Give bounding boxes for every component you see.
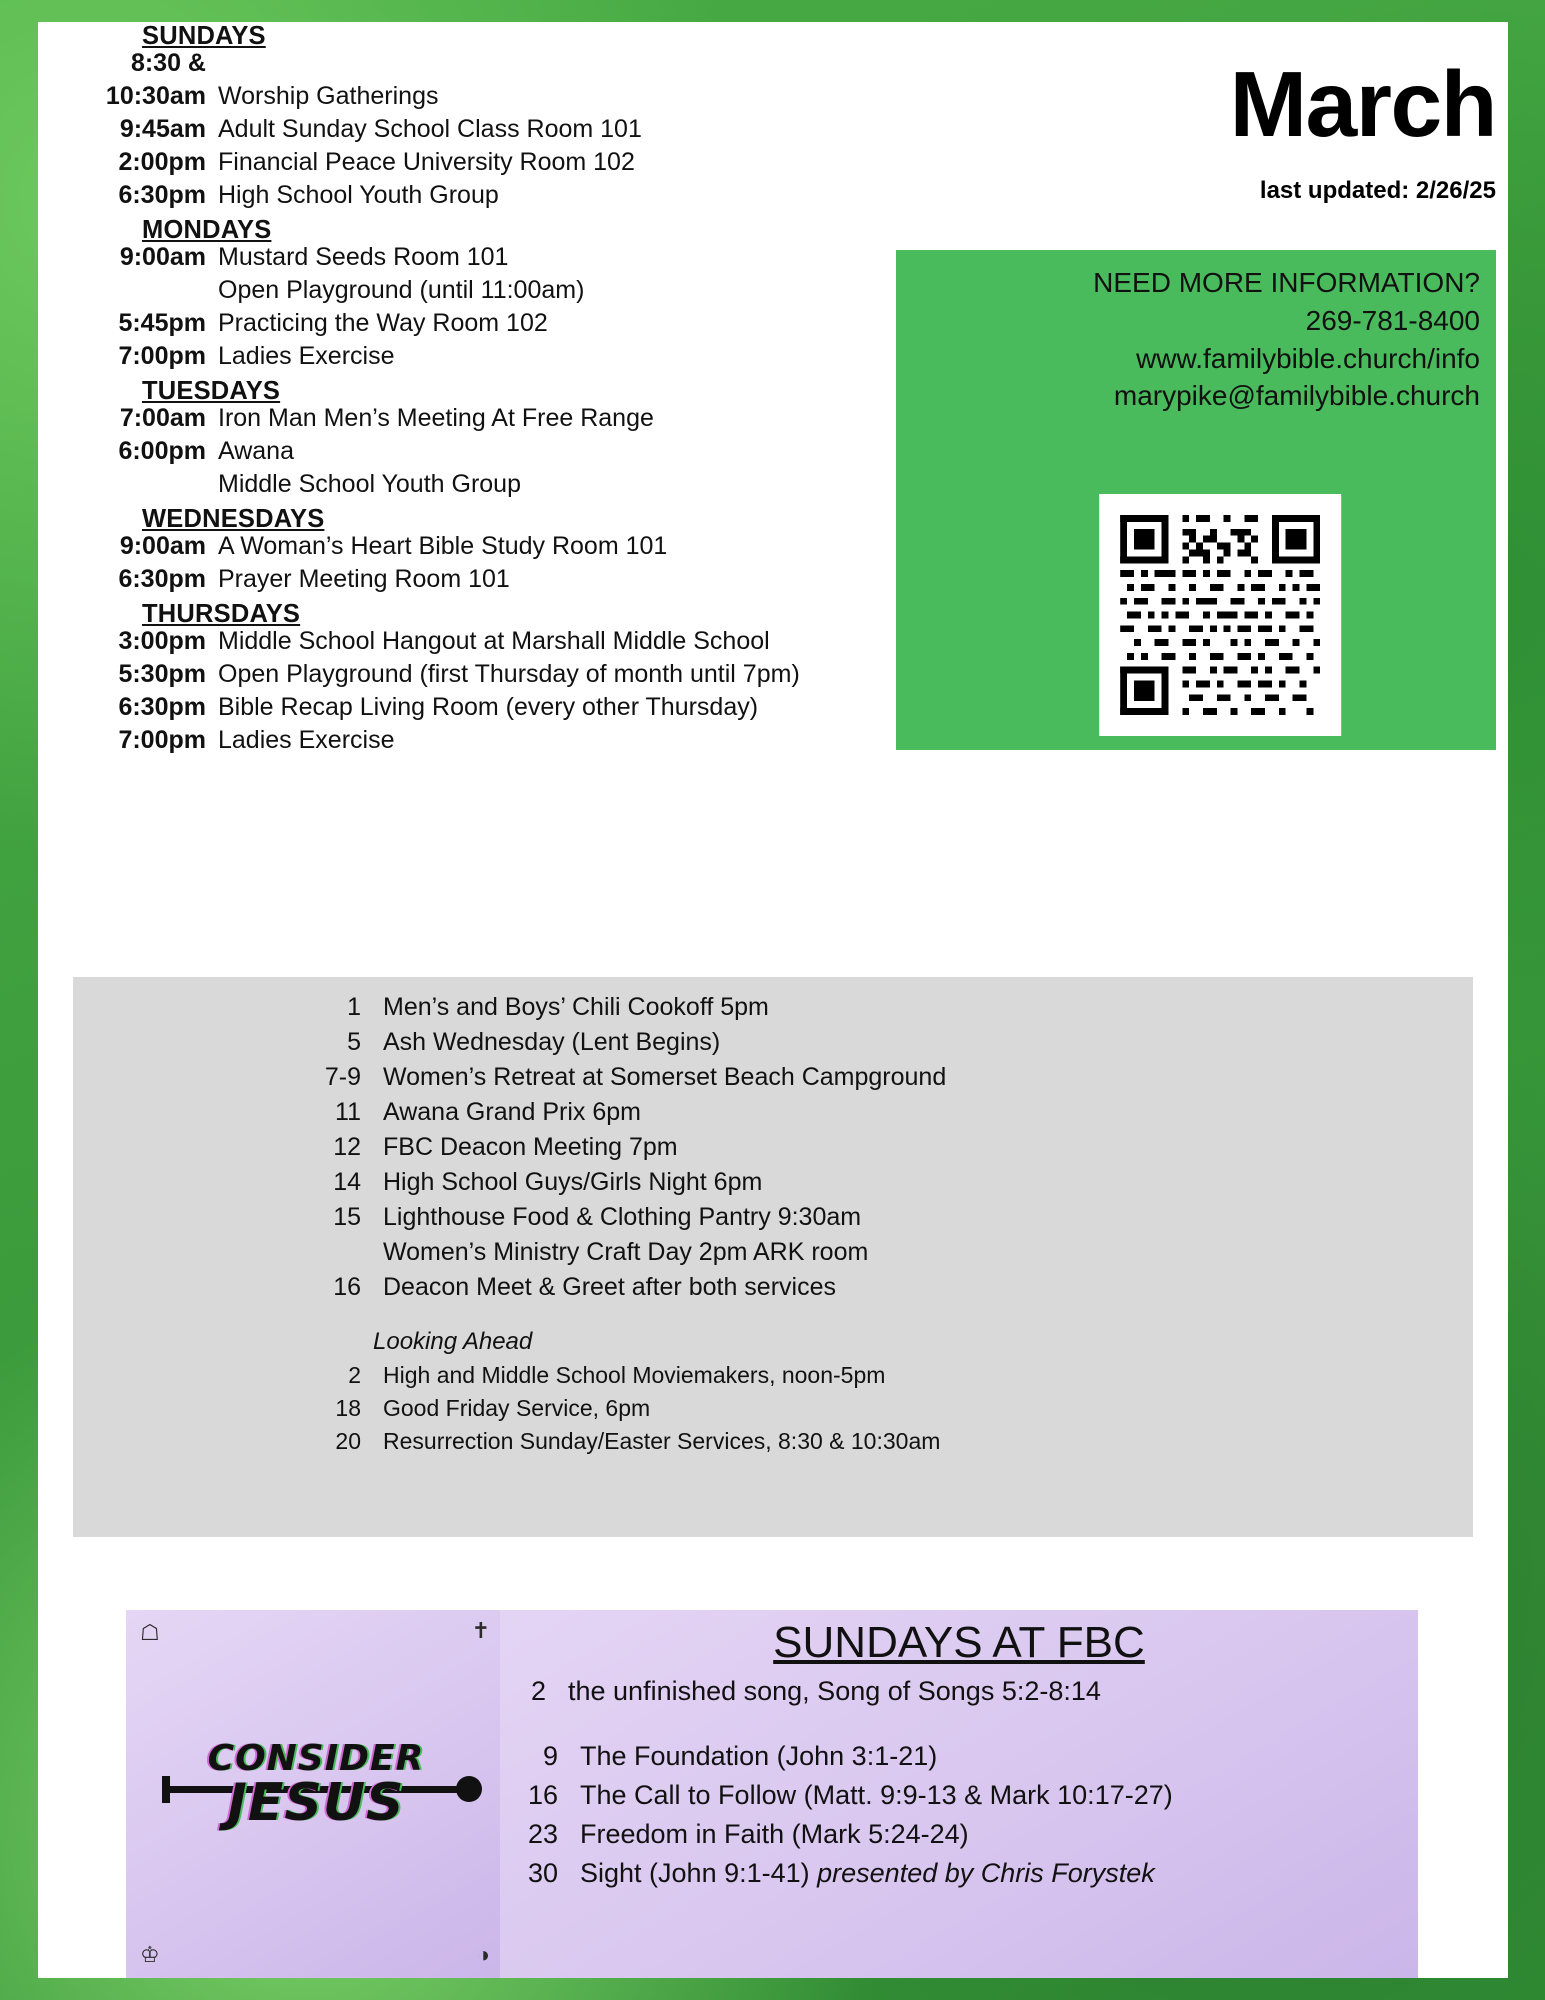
schedule-time: 5:45pm [118,309,206,337]
schedule-row [38,278,958,303]
sunday-presenter: presented by Chris Forystek [817,1858,1155,1888]
event-text: Women’s Retreat at Somerset Beach Campground [383,1063,947,1091]
event-text: Men’s and Boys’ Chili Cookoff 5pm [383,993,769,1021]
schedule-time: 7:00am [119,404,206,432]
looking-ahead-text: Good Friday Service, 6pm [383,1395,651,1421]
sunday-row [500,1858,1418,1889]
sundays-at-fbc-panel [500,1610,1418,1978]
weekly-schedule [38,22,958,761]
house-icon: ☖ [140,1620,160,1645]
schedule-time: 9:00am [119,532,206,560]
schedule-description: Middle School Hangout at Marshall Middle School [218,627,770,655]
logo-line-1: CONSIDER [207,1738,425,1779]
event-date: 14 [333,1168,361,1196]
schedule-description: High School Youth Group [218,181,499,209]
schedule-row [38,534,958,559]
day-heading: TUESDAYS [142,377,281,405]
sunday-text: The Foundation (John 3:1-21) [580,1741,938,1771]
sundays-title: SUNDAYS AT FBC [773,1618,1145,1667]
qr-code-icon[interactable] [1099,494,1341,736]
sunday-date: 9 [542,1741,558,1771]
schedule-row [38,150,958,175]
event-date: 16 [333,1273,361,1301]
schedule-row [38,84,958,109]
event-date: 11 [335,1098,361,1126]
day-heading: SUNDAYS [142,22,266,50]
info-website[interactable]: www.familybible.church/info [1136,342,1480,374]
looking-ahead-label: Looking Ahead [373,1328,533,1355]
info-box [896,250,1496,750]
sunday-spacer [500,1707,1418,1733]
event-row [73,1238,1473,1267]
schedule-time: 5:30pm [118,660,206,688]
schedule-row [38,472,958,497]
schedule-description: Prayer Meeting Room 101 [218,565,510,593]
schedule-description: Worship Gatherings [218,82,439,110]
schedule-time: 7:00pm [118,342,206,370]
schedule-time: 9:00am [119,243,206,271]
sunday-row [500,1819,1418,1850]
event-text: Ash Wednesday (Lent Begins) [383,1028,721,1056]
schedule-time: 7:00pm [118,726,206,754]
sunday-date: 23 [527,1819,558,1849]
sunday-text: Freedom in Faith (Mark 5:24-24) [580,1819,969,1849]
schedule-time: 6:30pm [118,181,206,209]
event-text: Women’s Ministry Craft Day 2pm ARK room [383,1238,869,1266]
schedule-description: Financial Peace University Room 102 [218,148,635,176]
schedule-time: 10:30am [105,82,206,110]
sunday-row [500,1780,1418,1811]
schedule-description: Mustard Seeds Room 101 [218,243,509,271]
schedule-row [38,51,958,76]
schedule-description: Ladies Exercise [218,342,395,370]
event-row [73,1133,1473,1162]
schedule-row [38,728,958,753]
looking-ahead-row [73,1362,1473,1389]
event-row [73,1098,1473,1127]
event-text: FBC Deacon Meeting 7pm [383,1133,678,1161]
event-row [73,1028,1473,1057]
sunday-text: the unfinished song, Song of Songs 5:2-8:14 [568,1676,1101,1706]
event-date: 5 [347,1028,361,1056]
day-heading: WEDNESDAYS [142,505,325,533]
schedule-description: Awana [218,437,294,465]
monthly-events [73,977,1473,1537]
schedule-description: Practicing the Way Room 102 [218,309,548,337]
schedule-row [38,695,958,720]
sunday-row [500,1676,1418,1707]
looking-ahead-row [73,1395,1473,1422]
qr-code-svg [1120,515,1320,715]
info-heading: NEED MORE INFORMATION? [1093,267,1480,298]
event-text: Lighthouse Food & Clothing Pantry 9:30am [383,1203,862,1231]
schedule-time: 3:00pm [118,627,206,655]
event-row [73,993,1473,1022]
schedule-row [38,406,958,431]
schedule-description: Iron Man Men’s Meeting At Free Range [218,404,654,432]
schedule-time: 6:00pm [118,437,206,465]
info-email[interactable]: marypike@familybible.church [1113,380,1480,412]
schedule-row [38,311,958,336]
schedule-description: Bible Recap Living Room (every other Thursday) [218,693,759,721]
sunday-text: The Call to Follow (Matt. 9:9-13 & Mark 10:17-27) [580,1780,1173,1810]
event-row [73,1203,1473,1232]
schedule-time: 6:30pm [118,693,206,721]
looking-ahead-text: High and Middle School Moviemakers, noon-5pm [383,1362,886,1388]
sunday-row [500,1741,1418,1772]
schedule-row [38,662,958,687]
schedule-description: Open Playground (first Thursday of month until 7pm) [218,660,800,688]
schedule-row [38,245,958,270]
schedule-row [38,344,958,369]
event-row [73,1168,1473,1197]
schedule-row [38,439,958,464]
sundays-list [500,1676,1418,1889]
day-heading: THURSDAYS [142,600,301,628]
event-date: 12 [333,1133,361,1161]
schedule-description: Middle School Youth Group [218,470,521,498]
event-date: 1 [347,993,361,1021]
schedule-row [38,567,958,592]
looking-ahead-text: Resurrection Sunday/Easter Services, 8:30 & 10:30am [383,1428,941,1454]
looking-ahead-date: 2 [348,1362,361,1388]
schedule-description: Adult Sunday School Class Room 101 [218,115,642,143]
event-date: 15 [333,1203,361,1231]
flyer-page [38,22,1508,1978]
event-row [73,1273,1473,1302]
sunday-date: 16 [527,1780,558,1810]
schedule-time: 2:00pm [118,148,206,176]
event-text: Deacon Meet & Greet after both services [383,1273,836,1301]
event-date: 7-9 [324,1063,361,1091]
last-updated-label: last updated: 2/26/25 [1259,177,1496,204]
schedule-row [38,117,958,142]
cross-icon: ✝ [471,1618,490,1643]
consider-jesus-panel [126,1610,506,1978]
sunday-date: 2 [530,1676,546,1706]
event-row [73,1063,1473,1092]
schedule-time: 8:30 & [130,49,206,77]
crown-icon: ♔ [140,1942,160,1967]
schedule-row [38,183,958,208]
schedule-row [38,629,958,654]
looking-ahead-date: 20 [335,1428,361,1454]
page-title: March [1229,52,1496,156]
looking-ahead-row [73,1428,1473,1455]
looking-ahead-date: 18 [335,1395,361,1421]
schedule-description: Ladies Exercise [218,726,395,754]
sunday-date: 30 [527,1858,558,1888]
info-phone: 269-781-8400 [1305,304,1480,336]
consider-jesus-logo [126,1738,506,1833]
logo-line-2: JESUS [227,1773,405,1833]
schedule-time: 6:30pm [118,565,206,593]
event-text: High School Guys/Girls Night 6pm [383,1168,763,1196]
sunday-text: Sight (John 9:1-41) presented by Chris Forystek [580,1858,1155,1888]
schedule-description: Open Playground (until 11:00am) [218,276,585,304]
schedule-time: 9:45am [119,115,206,143]
day-heading: MONDAYS [142,216,272,244]
event-text: Awana Grand Prix 6pm [383,1098,641,1126]
schedule-description: A Woman’s Heart Bible Study Room 101 [218,532,668,560]
circle-icon: ◑ [476,1942,490,1967]
